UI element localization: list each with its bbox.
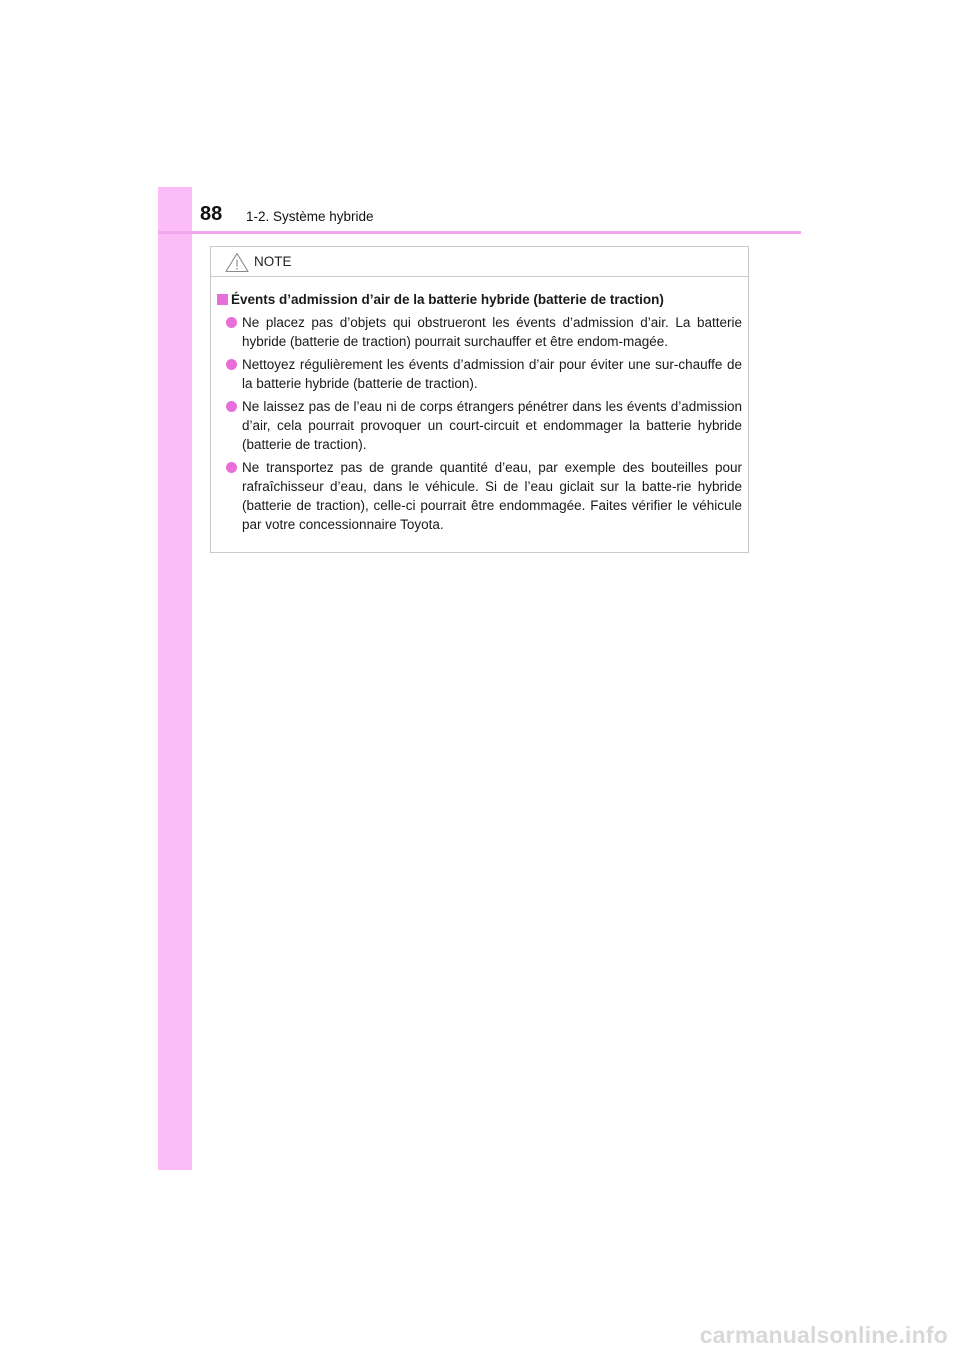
- note-subheading-text: Évents d’admission d’air de la batterie hybride (batterie de traction): [231, 292, 664, 307]
- list-item-text: Nettoyez régulièrement les évents d’admission d’air pour éviter une sur-chauffe de la batterie hybride (batterie de traction).: [242, 357, 742, 391]
- list-item-text: Ne transportez pas de grande quantité d’eau, par exemple des bouteilles pour rafraîchisseur d’eau, dans le véhicule. Si de l’eau giclait sur la batte-rie hybride (batterie de traction), celle-ci pourrait être endommagée. Faites vérifier le véhicule par votre concessionnaire Toyota.: [242, 460, 742, 532]
- circle-bullet-icon: [226, 462, 237, 473]
- note-box: [210, 246, 749, 553]
- list-item: [217, 355, 742, 393]
- note-bullet-list: [217, 313, 742, 534]
- note-content: [217, 290, 742, 534]
- note-subheading: [217, 290, 742, 309]
- square-bullet-icon: [217, 294, 228, 305]
- note-header: [211, 247, 748, 277]
- list-item: [217, 313, 742, 351]
- list-item: [217, 458, 742, 534]
- circle-bullet-icon: [226, 317, 237, 328]
- list-item: [217, 397, 742, 454]
- circle-bullet-icon: [226, 401, 237, 412]
- list-item-text: Ne laissez pas de l’eau ni de corps étrangers pénétrer dans les évents d’admission d’air, cela pourrait provoquer un court-circuit et endommager la batterie hybride (batterie de traction).: [242, 399, 742, 452]
- header-rule: [158, 231, 801, 234]
- list-item-text: Ne placez pas d’objets qui obstrueront les évents d’admission d’air. La batterie hybride (batterie de traction) pourrait surchauffer et être endom-magée.: [242, 315, 742, 349]
- page-number: 88: [200, 203, 223, 225]
- side-color-band: [158, 187, 192, 1170]
- watermark: carmanualsonline.info: [699, 1322, 948, 1348]
- note-label: NOTE: [254, 254, 292, 269]
- circle-bullet-icon: [226, 359, 237, 370]
- warning-triangle-icon: [225, 252, 249, 273]
- section-title: 1-2. Système hybride: [246, 209, 374, 224]
